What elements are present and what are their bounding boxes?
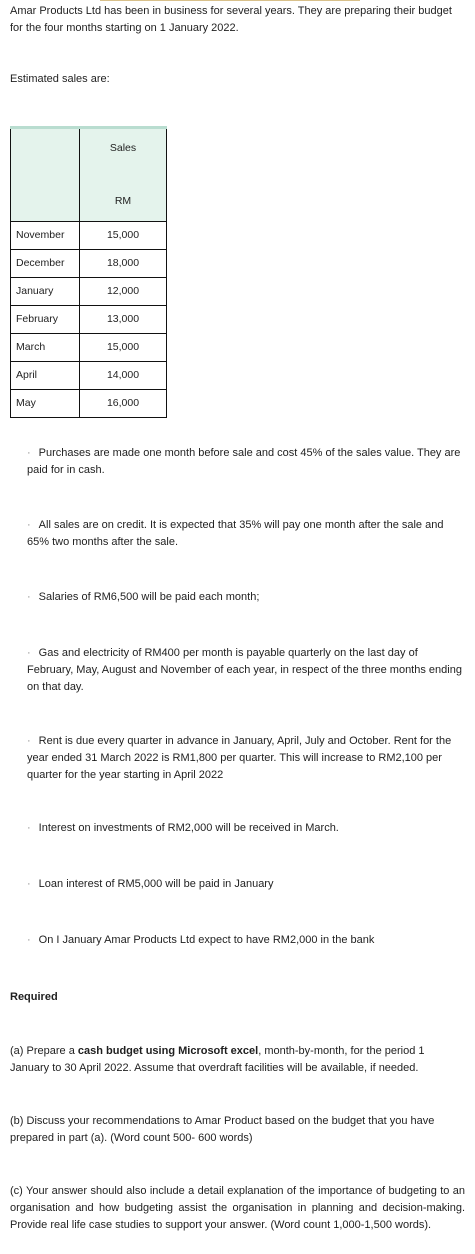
bullet-text: On I January Amar Products Ltd expect to have RM2,000 in the bank (38, 934, 375, 946)
header-unit-label: RM (114, 195, 132, 207)
sales-table (10, 126, 167, 418)
bullet-gas-electricity (27, 645, 462, 696)
value-cell: 16,000 (80, 390, 167, 418)
bullet-rent (27, 733, 462, 784)
required-heading: Required (10, 991, 58, 1003)
header-sales-cell (80, 128, 167, 222)
table-row (11, 362, 167, 390)
table-header-row (11, 128, 167, 222)
question-a (10, 1043, 465, 1077)
month-cell: January (11, 278, 80, 306)
bullet-bank-balance (27, 932, 462, 949)
bullet-dot: · (27, 519, 31, 531)
month-cell: March (11, 334, 80, 362)
header-empty-cell (11, 128, 80, 222)
month-cell: April (11, 362, 80, 390)
bullet-dot: · (27, 878, 31, 890)
bullet-dot: · (27, 735, 31, 747)
table-row (11, 250, 167, 278)
month-cell: February (11, 306, 80, 334)
value-cell: 18,000 (80, 250, 167, 278)
bullet-dot: · (27, 647, 31, 659)
bullet-dot: · (27, 447, 31, 459)
bullet-text: Purchases are made one month before sale and cost 45% of the sales value. They are paid for in cash. (27, 447, 461, 476)
value-cell: 12,000 (80, 278, 167, 306)
table-row (11, 278, 167, 306)
bullet-text: All sales are on credit. It is expected that 35% will pay one month after the sale and 65% two months after the sale. (27, 519, 444, 548)
bullet-sales-credit (27, 517, 462, 551)
question-c: (c) Your answer should also include a detail explanation of the importance of budgeting to an organisation and how budgeting assist the organisation in planning and decision-making. Provide real life case studies to support your answer. (Word count 1,000-1,500 words). (10, 1185, 465, 1231)
table-row (11, 390, 167, 418)
bullet-text: Rent is due every quarter in advance in January, April, July and October. Rent for the year ended 31 March 2022 is RM1,800 per quarter. This will increase to RM2,100 per quarter for the year starting in April 2022 (27, 735, 452, 781)
bullet-interest-investments (27, 820, 462, 837)
question-a-post: , month-by-month, for the period 1 January to 30 April 2022. Assume that overdraft facilities will be available, if needed. (10, 1045, 425, 1074)
value-cell: 13,000 (80, 306, 167, 334)
estimated-sales-label: Estimated sales are: (10, 73, 110, 85)
month-cell: November (11, 222, 80, 250)
header-sales-label: Sales (109, 142, 137, 154)
question-a-pre: (a) Prepare a (10, 1045, 78, 1057)
bullet-purchases (27, 445, 462, 479)
table-row (11, 334, 167, 362)
top-divider (100, 0, 360, 1)
table-row (11, 222, 167, 250)
month-cell: May (11, 390, 80, 418)
bullet-loan-interest (27, 876, 462, 893)
table-row (11, 306, 167, 334)
month-cell: December (11, 250, 80, 278)
bullet-text: Gas and electricity of RM400 per month is payable quarterly on the last day of February, May, August and November of each year, in respect of the three months ending on that day. (27, 647, 462, 693)
value-cell: 15,000 (80, 222, 167, 250)
bullet-text: Salaries of RM6,500 will be paid each month; (38, 591, 260, 603)
bullet-dot: · (27, 822, 31, 834)
bullet-salaries (27, 589, 462, 606)
bullet-dot: · (27, 591, 31, 603)
value-cell: 15,000 (80, 334, 167, 362)
bullet-text: Interest on investments of RM2,000 will be received in March. (38, 822, 339, 834)
intro-paragraph: Amar Products Ltd has been in business for several years. They are preparing their budget for the four months starting on 1 January 2022. (10, 5, 452, 34)
question-a-bold: cash budget using Microsoft excel (77, 1045, 259, 1057)
question-b: (b) Discuss your recommendations to Amar Product based on the budget that you have prepared in part (a). (Word count 500- 600 words) (10, 1115, 435, 1144)
value-cell: 14,000 (80, 362, 167, 390)
bullet-dot: · (27, 934, 31, 946)
bullet-text: Loan interest of RM5,000 will be paid in January (38, 878, 274, 890)
